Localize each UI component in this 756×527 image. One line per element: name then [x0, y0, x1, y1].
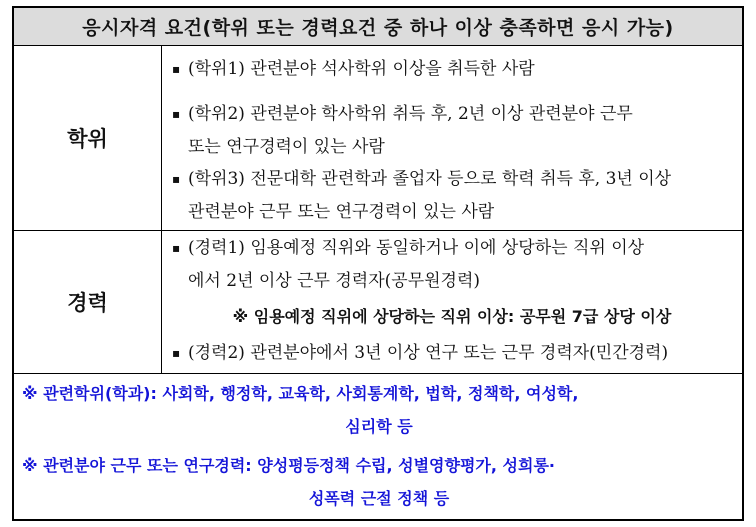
degree-content	[162, 45, 742, 230]
degree-item-3	[172, 163, 736, 229]
bullet-icon: ▪	[172, 346, 181, 360]
career-item-2	[172, 337, 736, 370]
career-item-1-line1: (경력1) 임용예정 직위와 동일하거나 이에 상당하는 직위 이상	[188, 238, 645, 258]
career-item-2-line1: (경력2) 관련분야에서 3년 이상 연구 또는 근무 경력자(민간경력)	[188, 343, 669, 363]
career-label: 경력	[14, 230, 162, 373]
bullet-icon: ▪	[172, 107, 181, 121]
career-item-1	[172, 232, 736, 298]
related-career-note-line1: ※ 관련분야 근무 또는 연구경력: 양성평등정책 수립, 성별영향평가, 성희롱·	[22, 456, 555, 475]
qualification-table	[12, 6, 744, 521]
degree-row	[14, 45, 742, 231]
degree-item-2-line1: (학위2) 관련분야 학사학위 취득 후, 2년 이상 관련분야 근무	[188, 104, 633, 124]
degree-item-3-line1: (학위3) 전문대학 관련학과 졸업자 등으로 학력 취득 후, 3년 이상	[188, 169, 672, 189]
table-title: 응시자격 요건(학위 또는 경력요건 중 하나 이상 충족하면 응시 가능)	[14, 8, 742, 46]
degree-item-1-line1: (학위1) 관련분야 석사학위 이상을 취득한 사람	[188, 59, 535, 79]
degree-item-2	[172, 98, 736, 164]
career-emphasis-note: ※ 임용예정 직위에 상당하는 직위 이상: 공무원 7급 상당 이상	[232, 307, 672, 326]
degree-item-2-line2: 또는 연구경력이 있는 사람	[188, 137, 385, 157]
career-row	[14, 230, 742, 374]
related-career-note-line2: 성폭력 근절 정책 등	[308, 489, 450, 508]
degree-item-1	[172, 53, 736, 86]
career-content	[162, 230, 742, 373]
degree-item-3-line2: 관련분야 근무 또는 연구경력이 있는 사람	[188, 202, 495, 222]
career-item-1-line2: 에서 2년 이상 근무 경력자(공무원경력)	[188, 271, 481, 291]
related-career-note	[22, 449, 736, 515]
degree-label: 학위	[14, 45, 162, 230]
related-degree-note	[22, 377, 736, 443]
related-degree-note-line1: ※ 관련학위(학과): 사회학, 행정학, 교육학, 사회통계학, 법학, 정책학, 여성학,	[22, 384, 579, 403]
notes-section	[14, 373, 742, 519]
bullet-icon: ▪	[172, 62, 181, 76]
related-degree-note-line2: 심리학 등	[345, 417, 413, 436]
bullet-icon: ▪	[172, 172, 181, 186]
bullet-icon: ▪	[172, 241, 181, 255]
